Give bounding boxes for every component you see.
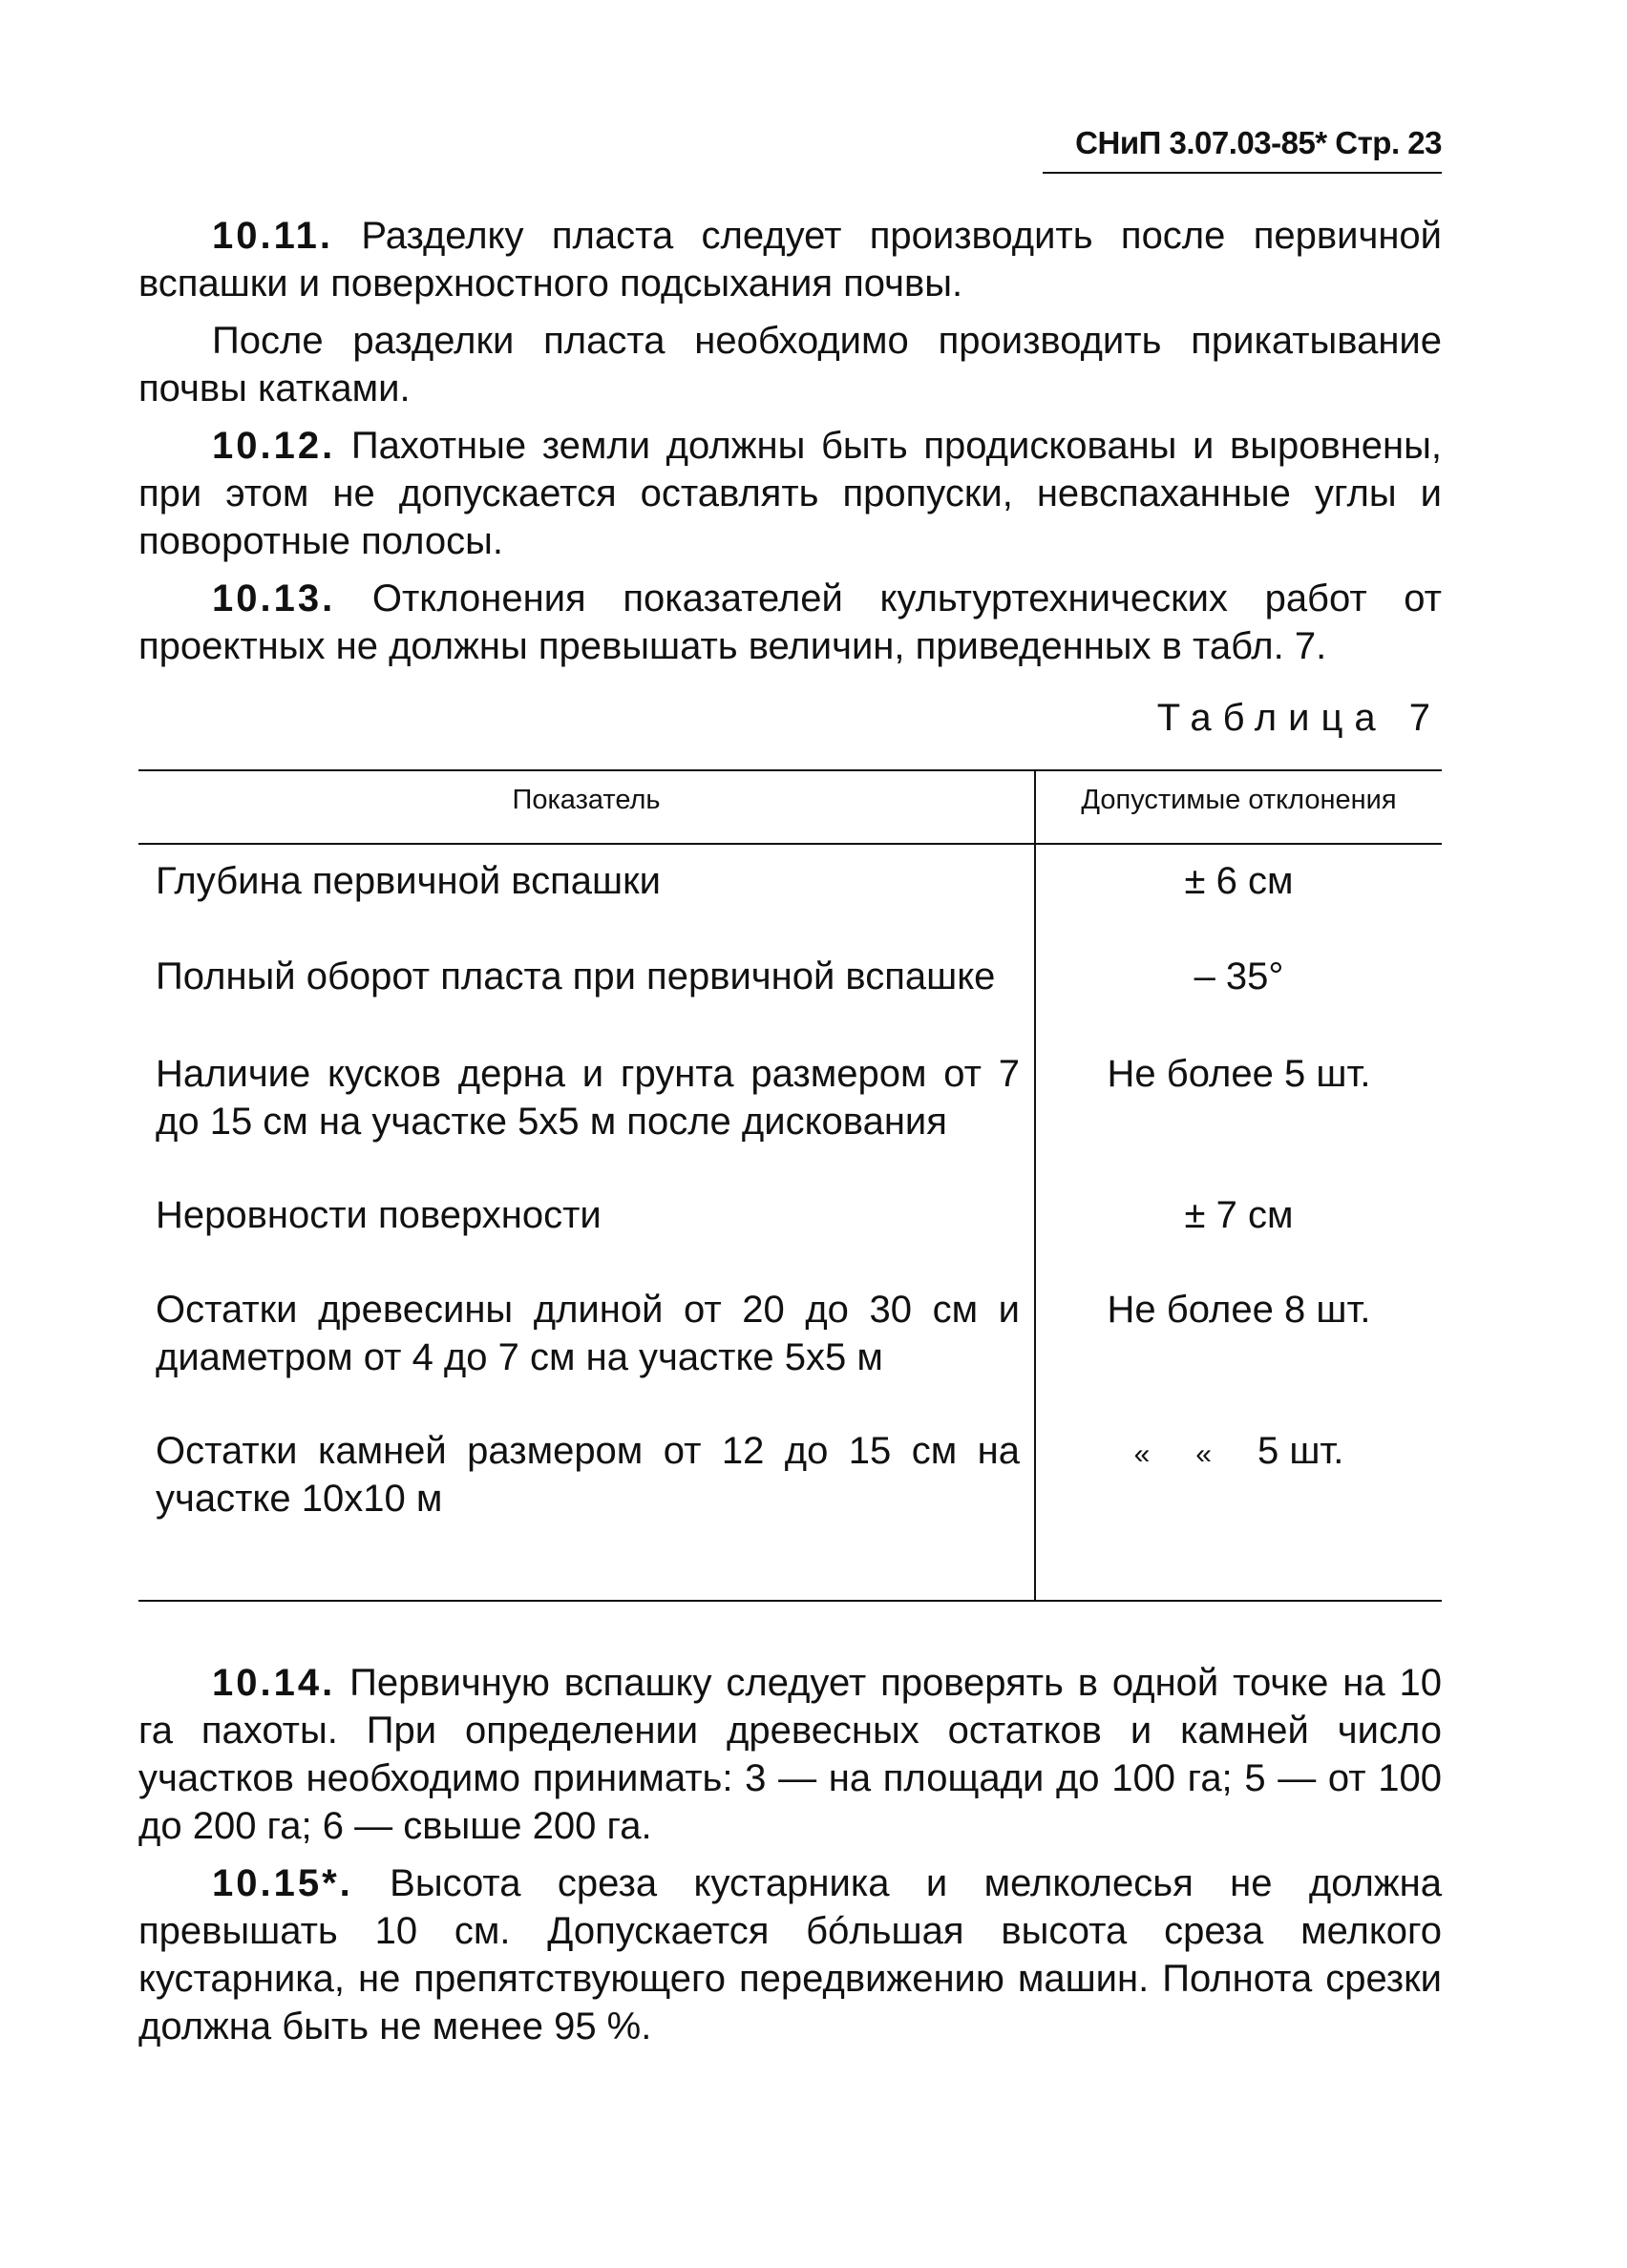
clause-text: Отклонения показателей культуртехнических работ от проектных не должны превышать величин, приведенных в табл. 7. xyxy=(138,578,1442,667)
clause-text: Первичную вспашку следует проверять в одной точке на 10 га пахоты. При определении древесных остатков и камней число участков необходимо принимать: 3 — на площади до 100 га; 5 — от 100 до 200 га; 6 — свыше 200 га. xyxy=(138,1662,1442,1847)
deviation-value: 5 шт. xyxy=(1257,1430,1344,1472)
table-cell-indicator: Глубина первичной вспашки xyxy=(156,860,661,902)
paragraph-10-11-continued xyxy=(138,317,1442,412)
clause-number: 10.11. xyxy=(212,215,334,257)
table-cell-indicator: Остатки древесины длиной от 20 до 30 см и диаметром от 4 до 7 см на участке 5x5 м xyxy=(156,1289,1020,1378)
clause-number: 10.12. xyxy=(212,425,336,467)
table-bottom-rule xyxy=(138,1600,1442,1602)
table-cell-deviation: Не более 8 шт. xyxy=(1107,1289,1371,1331)
top-text-block xyxy=(138,212,1442,670)
paragraph-10-14 xyxy=(138,1659,1442,1850)
clause-number: 10.15*. xyxy=(212,1862,353,1904)
table-cell-indicator: Неровности поверхности xyxy=(156,1194,602,1236)
table-cell-indicator: Остатки камней размером от 12 до 15 см на участке 10x10 м xyxy=(156,1430,1020,1520)
bottom-text-block xyxy=(138,1659,1442,2050)
clause-text: Пахотные земли должны быть продискованы и выровнены, при этом не допускается оставлять пропуски, невспаханные углы и поворотные полосы. xyxy=(138,425,1442,562)
paragraph-10-11 xyxy=(138,212,1442,307)
paragraph-10-13 xyxy=(138,575,1442,670)
table-cell-deviation xyxy=(1036,1427,1442,1479)
ditto-mark: « xyxy=(1133,1438,1151,1470)
running-head: СНиП 3.07.03-85* Стр. 23 xyxy=(1075,125,1442,160)
table-top-rule xyxy=(138,769,1442,771)
table-header-deviation: Допустимые отклонения xyxy=(1081,785,1397,815)
table-cell-deviation: ± 6 см xyxy=(1184,860,1294,902)
table-cell-deviation: Не более 5 шт. xyxy=(1107,1053,1371,1095)
table-cell-indicator: Наличие кусков дерна и грунта размером от 7 до 15 см на участке 5x5 м после дискования xyxy=(156,1053,1020,1143)
running-head-underline xyxy=(1043,172,1442,174)
clause-number: 10.14. xyxy=(212,1662,336,1704)
table-header-indicator: Показатель xyxy=(512,785,661,815)
paragraph-10-12 xyxy=(138,422,1442,565)
ditto-mark: « xyxy=(1195,1438,1212,1470)
table-cell-deviation: – 35° xyxy=(1194,956,1284,998)
table-cell-indicator: Полный оборот пласта при первичной вспашке xyxy=(156,956,996,998)
clause-text: Разделку пласта следует производить после первичной вспашки и поверхностного подсыхания почвы. xyxy=(138,215,1442,304)
clause-number: 10.13. xyxy=(212,578,336,620)
clause-text: Высота среза кустарника и мелколесья не должна превышать 10 см. Допускается бóльшая высота среза мелкого кустарника, не препятствующего передвижению машин. Полнота срезки должна быть не менее 95 %. xyxy=(138,1862,1442,2048)
table-header-rule xyxy=(138,843,1442,845)
clause-text: После разделки пласта необходимо производить прикатывание почвы катками. xyxy=(138,320,1442,410)
table-caption: Таблица 7 xyxy=(1156,697,1442,739)
table-cell-deviation: ± 7 см xyxy=(1184,1194,1294,1236)
paragraph-10-15 xyxy=(138,1859,1442,2050)
